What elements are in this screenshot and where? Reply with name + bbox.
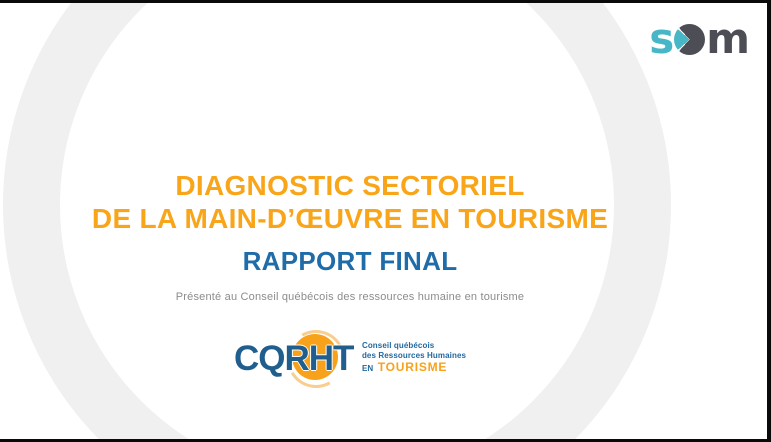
cqrht-tourisme-text: TOURISME (377, 360, 448, 374)
som-logo-letter-s: s (649, 14, 674, 64)
cqrht-logo-wordmark (362, 341, 466, 375)
cqrht-logo (0, 326, 700, 390)
top-frame-bar (0, 0, 771, 3)
cqrht-name-line-2: des Ressources Humaines (361, 351, 467, 360)
cqrht-name-line-1: Conseil québécois (361, 341, 435, 350)
report-title-line-1: DIAGNOSTIC SECTORIEL (175, 170, 525, 201)
right-frame-bar (767, 0, 771, 442)
som-logo (649, 14, 749, 64)
cqrht-acronym: CQRHT (233, 339, 354, 378)
report-title-line-2: DE LA MAIN-D’ŒUVRE EN TOURISME (91, 203, 609, 234)
cqrht-logo-mark (234, 328, 356, 388)
cqrht-en-text: EN (361, 364, 374, 373)
report-subtitle: RAPPORT FINAL (242, 246, 458, 276)
som-pie-chart-icon (674, 24, 705, 55)
som-logo-letter-m: m (706, 14, 749, 64)
presented-to-text: Présenté au Conseil québécois des ressources humaine en tourisme (175, 291, 525, 303)
cqrht-name-line-3 (362, 361, 466, 375)
